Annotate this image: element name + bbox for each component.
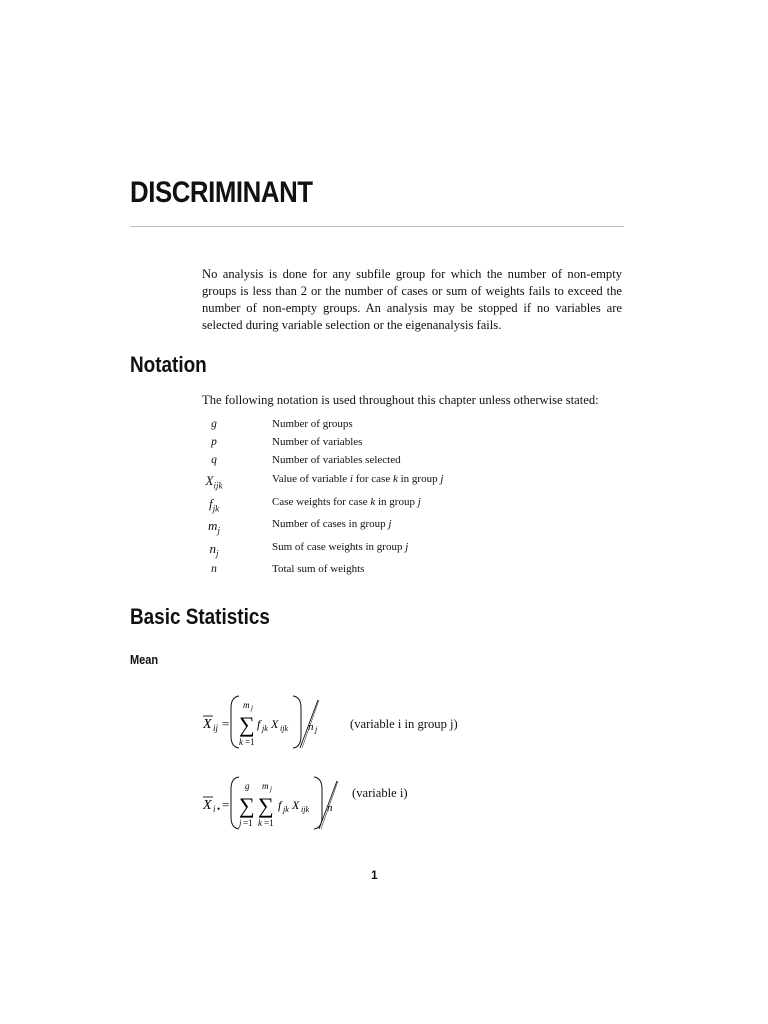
notation-description: Number of variables selected — [272, 454, 401, 466]
notation-description: Number of groups — [272, 418, 353, 430]
equation-2-note: (variable i) — [352, 786, 408, 800]
notation-symbol: $X_{ijk}$ — [205, 473, 223, 491]
notation-symbol: p — [211, 436, 217, 448]
notation-row — [0, 436, 768, 454]
notation-description: Number of cases in group j — [272, 518, 392, 530]
svg-text:jk: jk — [283, 805, 289, 814]
svg-text:X: X — [203, 717, 212, 732]
svg-text:g: g — [245, 781, 250, 791]
notation-description: Sum of case weights in group j — [272, 541, 409, 553]
svg-text:•: • — [217, 804, 221, 814]
svg-text:jk: jk — [262, 724, 268, 733]
equation-overall-mean — [195, 773, 495, 833]
svg-text:∑: ∑ — [239, 712, 255, 737]
notation-row — [0, 454, 768, 472]
svg-text:X: X — [203, 798, 212, 813]
svg-text:f: f — [257, 717, 261, 731]
svg-text:f: f — [278, 798, 282, 812]
svg-text:X: X — [292, 798, 300, 812]
notation-row — [0, 473, 768, 491]
svg-text:j: j — [251, 704, 253, 712]
notation-symbol: $m_j$ — [208, 518, 220, 536]
notation-symbol: n — [211, 563, 217, 575]
intro-paragraph: No analysis is done for any subfile group for which the number of non-empty groups is less than 2 or the number of cases or sum of weights fails to exceed the number of non-empty groups. An analysis may be stopped if no variables are selected during variable selection or the eigenanalysis fails. — [202, 267, 622, 332]
notation-symbol: g — [211, 418, 217, 430]
svg-text:=1: =1 — [245, 737, 255, 747]
svg-text:k: k — [239, 737, 243, 747]
notation-row — [0, 518, 768, 536]
svg-text:n: n — [327, 802, 333, 814]
svg-text:j: j — [315, 725, 318, 734]
notation-description: Number of variables — [272, 436, 363, 448]
page-number: 1 — [371, 868, 378, 882]
svg-text:ijk: ijk — [280, 724, 288, 733]
equation-1-note: (variable i in group j) — [350, 717, 458, 731]
notation-symbol: $f_{jk}$ — [208, 496, 220, 514]
basic-statistics-heading: Basic Statistics — [130, 604, 270, 629]
svg-text:=: = — [222, 797, 230, 812]
svg-text:n: n — [308, 721, 314, 733]
svg-text:=1: =1 — [243, 818, 253, 828]
notation-row — [0, 496, 768, 514]
chapter-title: DISCRIMINANT — [130, 176, 313, 209]
svg-text:j: j — [270, 785, 272, 793]
title-divider — [130, 226, 624, 227]
svg-text:=: = — [222, 716, 230, 731]
notation-description: Total sum of weights — [272, 563, 365, 575]
notation-description: Value of variable i for case k in group j — [272, 473, 444, 485]
notation-row — [0, 563, 768, 581]
notation-row — [0, 418, 768, 436]
svg-text:∑: ∑ — [258, 793, 274, 818]
svg-text:k: k — [258, 818, 262, 828]
svg-text:ijk: ijk — [301, 805, 309, 814]
svg-text:=1: =1 — [264, 818, 274, 828]
svg-text:j: j — [239, 818, 242, 828]
svg-text:m: m — [243, 700, 250, 710]
svg-text:∑: ∑ — [239, 793, 255, 818]
notation-symbol: $n_j$ — [209, 541, 219, 559]
mean-heading: Mean — [130, 653, 159, 667]
svg-text:i: i — [213, 804, 216, 814]
notation-description: Case weights for case k in group j — [272, 496, 421, 508]
svg-text:X: X — [271, 717, 279, 731]
svg-text:ij: ij — [213, 723, 219, 733]
svg-text:m: m — [262, 781, 269, 791]
notation-row — [0, 541, 768, 559]
notation-symbol: q — [211, 454, 217, 466]
notation-lead: The following notation is used throughout this chapter unless otherwise stated: — [202, 393, 599, 407]
notation-heading: Notation — [130, 352, 207, 377]
